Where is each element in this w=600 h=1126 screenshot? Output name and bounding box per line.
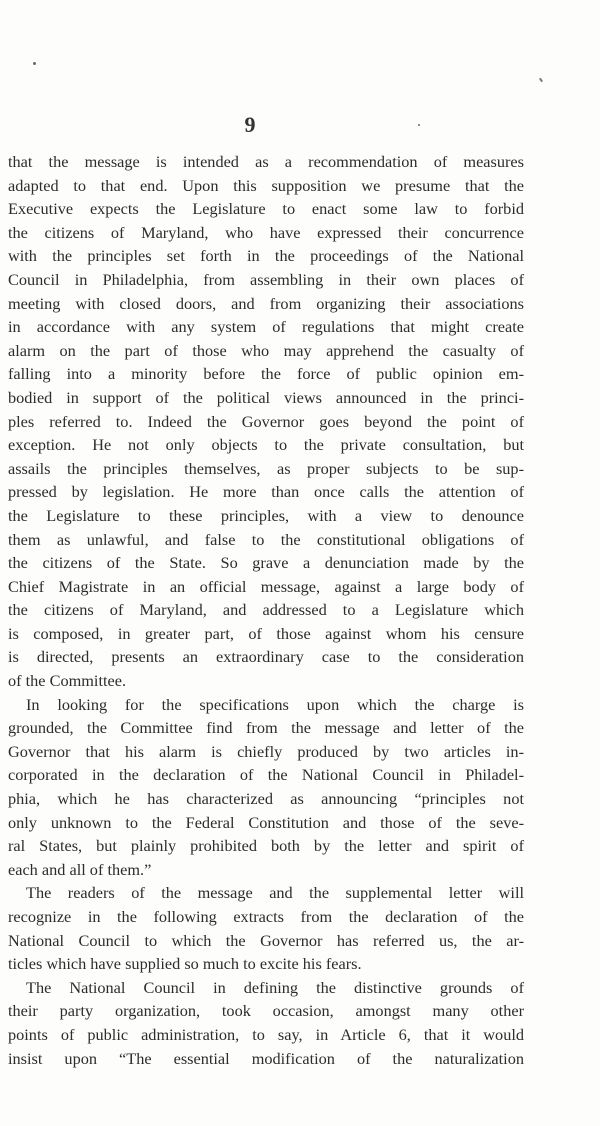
text-line: the citizens of Maryland, who have expressed their concurrence — [8, 222, 524, 242]
text-line: is composed, in greater part, of those against whom his censure — [8, 623, 524, 643]
text-line: only unknown to the Federal Constitution and those of the seve- — [8, 812, 524, 832]
text-line: the citizens of the State. So grave a denunciation made by the — [8, 553, 524, 573]
text-line: in accordance with any system of regulations that might create — [8, 317, 524, 337]
text-line: The National Council in defining the distinctive grounds of — [26, 977, 524, 997]
text-line: of the Committee. — [8, 671, 127, 691]
text-line: corporated in the declaration of the National Council in Philadel- — [8, 765, 524, 785]
text-line: recognize in the following extracts from the declaration of the — [8, 907, 524, 926]
ink-speck — [33, 62, 36, 65]
text-line: ples referred to. Indeed the Governor goes beyond the point of — [8, 411, 524, 431]
text-line: the citizens of Maryland, and addressed to a Legislature which — [8, 600, 524, 620]
text-line: Executive expects the Legislature to enact some law to forbid — [8, 199, 524, 219]
text-line: bodied in support of the political views announced in the princi- — [8, 387, 524, 407]
page-number: 9 — [244, 112, 256, 137]
text-line: phia, which he has characterized as announcing “principles not — [8, 789, 524, 809]
text-line: assails the principles themselves, as proper subjects to be sup- — [8, 458, 524, 478]
text-line: meeting with closed doors, and from organizing their associations — [8, 293, 524, 313]
text-line: exception. He not only objects to the private consultation, but — [8, 435, 524, 455]
text-line: ticles which have supplied so much to excite his fears. — [8, 954, 362, 974]
text-line: points of public administration, to say, in Article 6, that it would — [8, 1024, 524, 1044]
body-text — [8, 150, 524, 1070]
text-line: adapted to that end. Upon this supposition we presume that the — [8, 175, 524, 195]
text-line: ral States, but plainly prohibited both by the letter and spirit of — [8, 836, 524, 856]
text-line: that the message is intended as a recommendation of measures — [8, 152, 524, 171]
text-line: pressed by legislation. He more than once calls the attention of — [8, 482, 524, 502]
text-line: insist upon “The essential modification of the naturalization — [8, 1048, 524, 1068]
text-line: Chief Magistrate in an official message, against a large body of — [8, 576, 524, 596]
text-line: each and all of them.” — [8, 859, 152, 879]
text-line: with the principles set forth in the proceedings of the National — [8, 246, 524, 266]
text-line: National Council to which the Governor has referred us, the ar- — [8, 930, 524, 950]
text-line: falling into a minority before the force of public opinion em- — [8, 364, 524, 384]
text-line: Council in Philadelphia, from assembling in their own places of — [8, 269, 524, 289]
text-line: alarm on the part of those who may apprehend the casualty of — [8, 340, 524, 360]
text-line: them as unlawful, and false to the constitutional obligations of — [8, 529, 524, 549]
text-line: is directed, presents an extraordinary case to the consideration — [8, 647, 524, 667]
text-line: the Legislature to these principles, with a view to denounce — [8, 505, 524, 525]
text-line: grounded, the Committee find from the message and letter of the — [8, 718, 524, 738]
text-line: In looking for the specifications upon which the charge is — [26, 694, 524, 714]
ink-mark — [539, 78, 543, 82]
text-line: Governor that his alarm is chiefly produced by two articles in- — [8, 741, 524, 761]
text-line: The readers of the message and the supplemental letter will — [26, 883, 524, 903]
text-line: their party organization, took occasion, amongst many other — [8, 1001, 524, 1021]
